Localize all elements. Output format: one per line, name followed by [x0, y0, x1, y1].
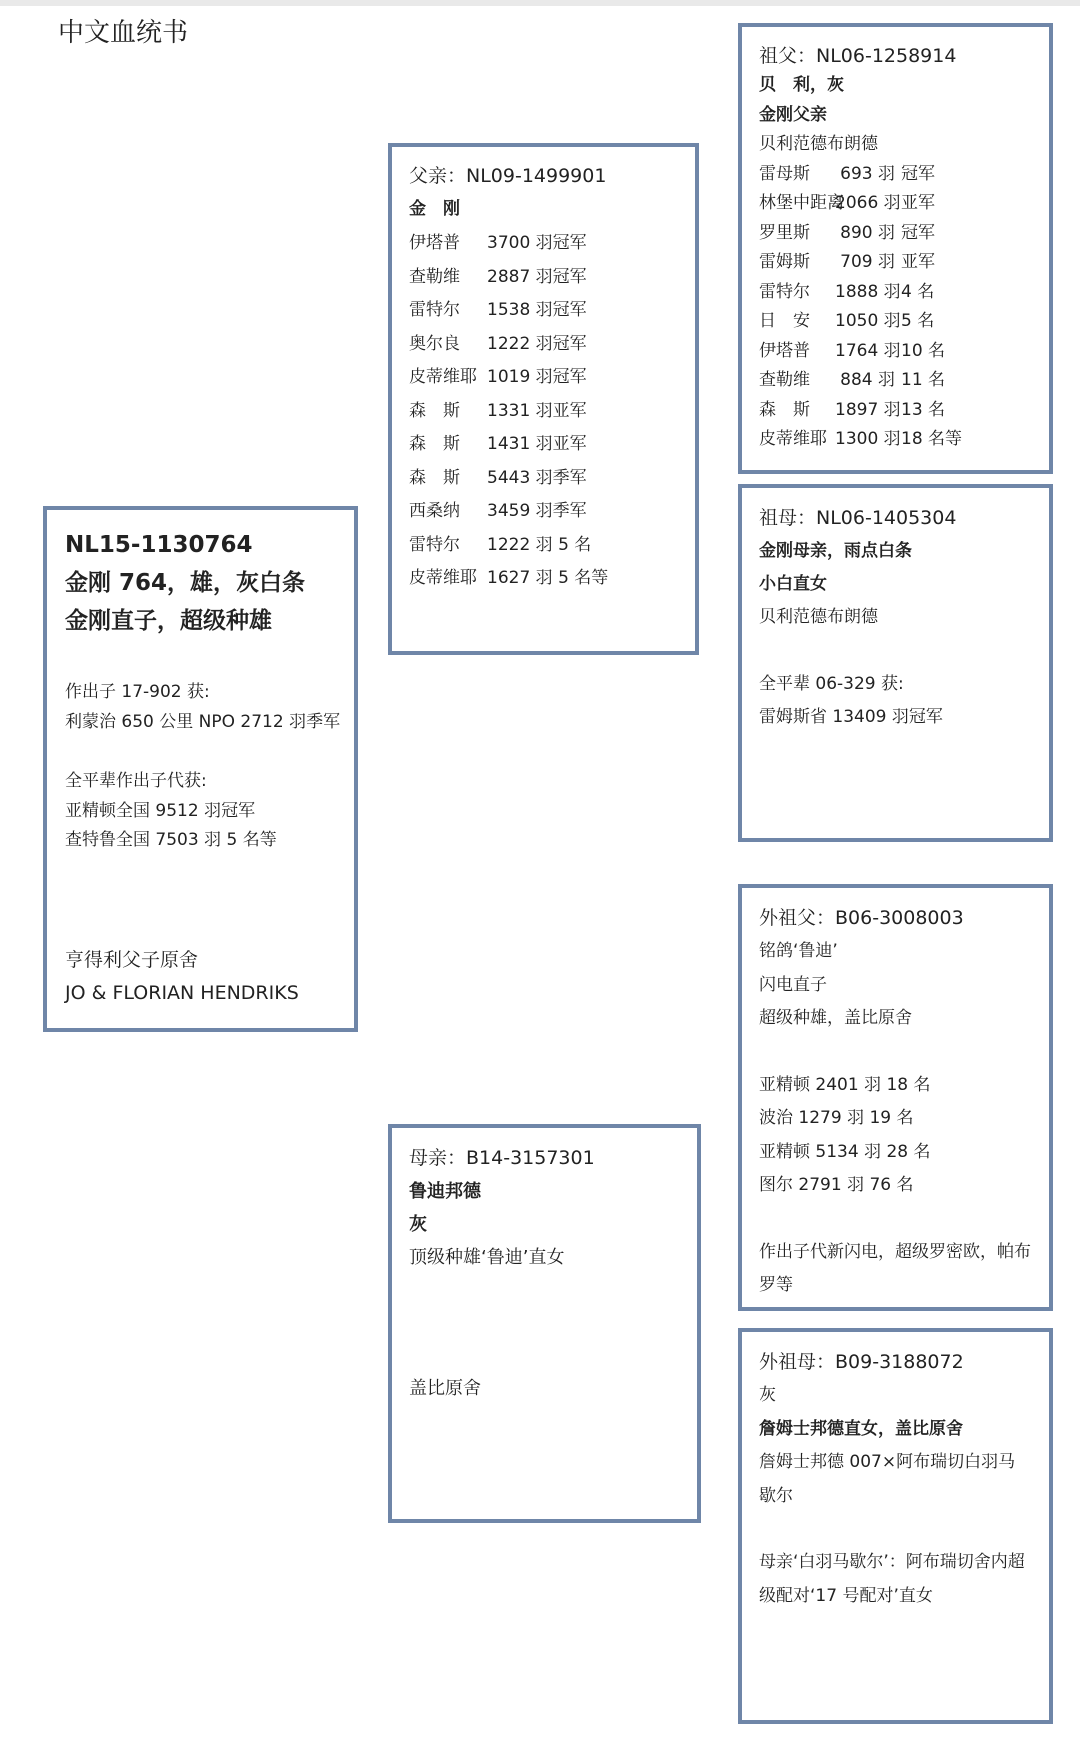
count: 1897 羽 [835, 399, 901, 420]
result-row [759, 248, 1032, 278]
result-row [409, 294, 678, 328]
count: 884 羽 [840, 370, 895, 390]
result: 1627 羽 5 名等 [487, 568, 609, 588]
result-row [409, 562, 678, 596]
result-row [759, 160, 1032, 190]
subject-name: 金刚 764，雄，灰白条 [65, 570, 306, 596]
place: 雷特尔 [759, 281, 810, 302]
maternal-grandfather-line1: 铭鸽‘鲁迪’ [759, 941, 838, 961]
result-row [759, 396, 1032, 426]
result-row [409, 462, 678, 496]
result-row [409, 395, 678, 429]
grandfather-line2: 金刚父亲 [759, 104, 827, 125]
count: 1764 羽 [835, 340, 901, 361]
rank: 11 名 [901, 370, 946, 390]
grandfather-line3: 贝利范德布朗德 [759, 134, 878, 154]
sibling-result: 亚精顿全国 9512 羽冠军 [65, 800, 256, 821]
rank: 4 名 [901, 281, 935, 302]
result-row [409, 328, 678, 362]
maternal-grandfather-card [738, 884, 1053, 1311]
result: 1331 羽亚军 [487, 400, 587, 421]
result-row [409, 529, 678, 563]
result-row [759, 278, 1032, 308]
maternal-grandfather-line2: 闪电直子 [759, 974, 827, 995]
result: 2887 羽冠军 [487, 266, 587, 287]
place: 雷母斯 [759, 163, 810, 184]
mother-loft: 盖比原舍 [409, 1378, 481, 1399]
top-strip [0, 0, 1080, 6]
count: 1888 羽 [835, 281, 901, 302]
sibling-title: 全平辈作出子代获: [65, 771, 207, 791]
count: 709 羽 [840, 252, 895, 272]
maternal-grandmother-line1: 灰 [759, 1385, 776, 1405]
rank: 13 名 [901, 399, 946, 420]
result-row [759, 307, 1032, 337]
subject-desc: 金刚直子，超级种雄 [65, 608, 272, 634]
count: 1300 羽 [835, 429, 901, 449]
result-row [759, 425, 1032, 455]
result-row [409, 495, 678, 529]
result-line: 亚精顿 2401 羽 18 名 [759, 1074, 931, 1095]
breeder-en: JO & FLORIAN HENDRIKS [65, 981, 299, 1004]
mother-color: 灰 [409, 1214, 427, 1235]
place: 林堡中距离 [759, 193, 844, 213]
rank: 5 名 [901, 311, 935, 331]
place: 日 安 [759, 311, 810, 331]
father-name: 金 刚 [409, 199, 460, 219]
father-heading: 父亲：NL09-1499901 [409, 165, 607, 187]
rank: 冠军 [901, 222, 935, 243]
place: 查勒维 [759, 370, 810, 390]
maternal-grandmother-mother-note: 母亲‘白羽马歇尔’：阿布瑞切舍内超级配对‘17 号配对’直女 [759, 1552, 1025, 1606]
mother-desc: 顶级种雄‘鲁迪’直女 [409, 1247, 565, 1268]
page-title: 中文血统书 [58, 18, 189, 48]
maternal-grandfather-offspring: 作出子代新闪电，超级罗密欧，帕布罗等 [759, 1241, 1031, 1295]
place: 森 斯 [409, 467, 460, 488]
sibling-result: 查特鲁全国 7503 羽 5 名等 [65, 830, 277, 850]
result: 3700 羽冠军 [487, 233, 587, 253]
maternal-grandfather-heading: 外祖父：B06-3008003 [759, 907, 964, 929]
result-row [759, 337, 1032, 367]
grandmother-line1: 金刚母亲，雨点白条 [759, 541, 912, 561]
count: 1050 羽 [835, 311, 901, 331]
grandfather-heading: 祖父：NL06-1258914 [759, 45, 957, 67]
place: 雷特尔 [409, 534, 460, 555]
place: 皮蒂维耶 [759, 429, 827, 449]
result-line: 亚精顿 5134 羽 28 名 [759, 1141, 931, 1162]
place: 奥尔良 [409, 333, 460, 354]
rank: 亚军 [901, 193, 935, 213]
maternal-grandmother-line3: 詹姆士邦德 007×阿布瑞切白羽马歇尔 [759, 1452, 1016, 1506]
count: 890 羽 [840, 222, 895, 243]
place: 罗里斯 [759, 222, 810, 243]
place: 雷特尔 [409, 300, 460, 320]
rank: 10 名 [901, 340, 946, 361]
rank: 18 名等 [901, 429, 963, 449]
result: 3459 羽季军 [487, 501, 587, 521]
breeder-cn: 亨得利父子原舍 [65, 948, 199, 971]
place: 皮蒂维耶 [409, 367, 477, 387]
count: 693 羽 [840, 163, 895, 184]
maternal-grandfather-line3: 超级种雄，盖比原舍 [759, 1008, 912, 1028]
place: 森 斯 [409, 434, 460, 454]
maternal-grandmother-line2: 詹姆士邦德直女，盖比原舍 [759, 1418, 963, 1439]
place: 皮蒂维耶 [409, 568, 477, 588]
grandmother-sibling-result: 雷姆斯省 13409 羽冠军 [759, 707, 943, 727]
place: 森 斯 [409, 400, 460, 421]
grandfather-line1: 贝 利，灰 [759, 75, 844, 95]
rank: 亚军 [901, 252, 935, 272]
mother-heading: 母亲：B14-3157301 [409, 1147, 595, 1169]
result: 1538 羽冠军 [487, 300, 587, 320]
result: 5443 羽季军 [487, 467, 587, 488]
result-row [409, 227, 678, 261]
result: 1019 羽冠军 [487, 367, 587, 387]
result-line: 波治 1279 羽 19 名 [759, 1108, 914, 1128]
place: 查勒维 [409, 266, 460, 287]
result-row [759, 366, 1032, 396]
grandfather-card [738, 23, 1053, 474]
maternal-grandmother-card [738, 1328, 1053, 1724]
place: 伊塔普 [409, 233, 460, 253]
grandmother-line2: 小白直女 [759, 574, 827, 594]
mother-card [388, 1124, 701, 1523]
grandmother-heading: 祖母：NL06-1405304 [759, 507, 957, 529]
result-line: 图尔 2791 羽 76 名 [759, 1175, 914, 1195]
place: 西桑纳 [409, 501, 460, 521]
offspring-title: 作出子 17-902 获: [65, 682, 210, 702]
subject-card [43, 506, 358, 1032]
place: 雷姆斯 [759, 252, 810, 272]
place: 森 斯 [759, 399, 810, 420]
place: 伊塔普 [759, 340, 810, 361]
result-row [409, 428, 678, 462]
father-card [388, 143, 699, 655]
result: 1431 羽亚军 [487, 434, 587, 454]
rank: 冠军 [901, 163, 935, 184]
subject-ring: NL15-1130764 [65, 532, 253, 558]
result: 1222 羽 5 名 [487, 534, 592, 555]
result-row [409, 361, 678, 395]
result: 1222 羽冠军 [487, 333, 587, 354]
grandmother-sibling-title: 全平辈 06-329 获: [759, 674, 904, 694]
grandmother-card [738, 484, 1053, 842]
mother-name: 鲁迪邦德 [409, 1181, 481, 1202]
grandmother-line3: 贝利范德布朗德 [759, 607, 878, 627]
result-row [759, 219, 1032, 249]
maternal-grandmother-heading: 外祖母：B09-3188072 [759, 1351, 964, 1373]
result-row [759, 189, 1032, 219]
result-row [409, 261, 678, 295]
count: 2066 羽 [835, 193, 901, 213]
offspring-result: 利蒙治 650 公里 NPO 2712 羽季军 [65, 711, 341, 732]
